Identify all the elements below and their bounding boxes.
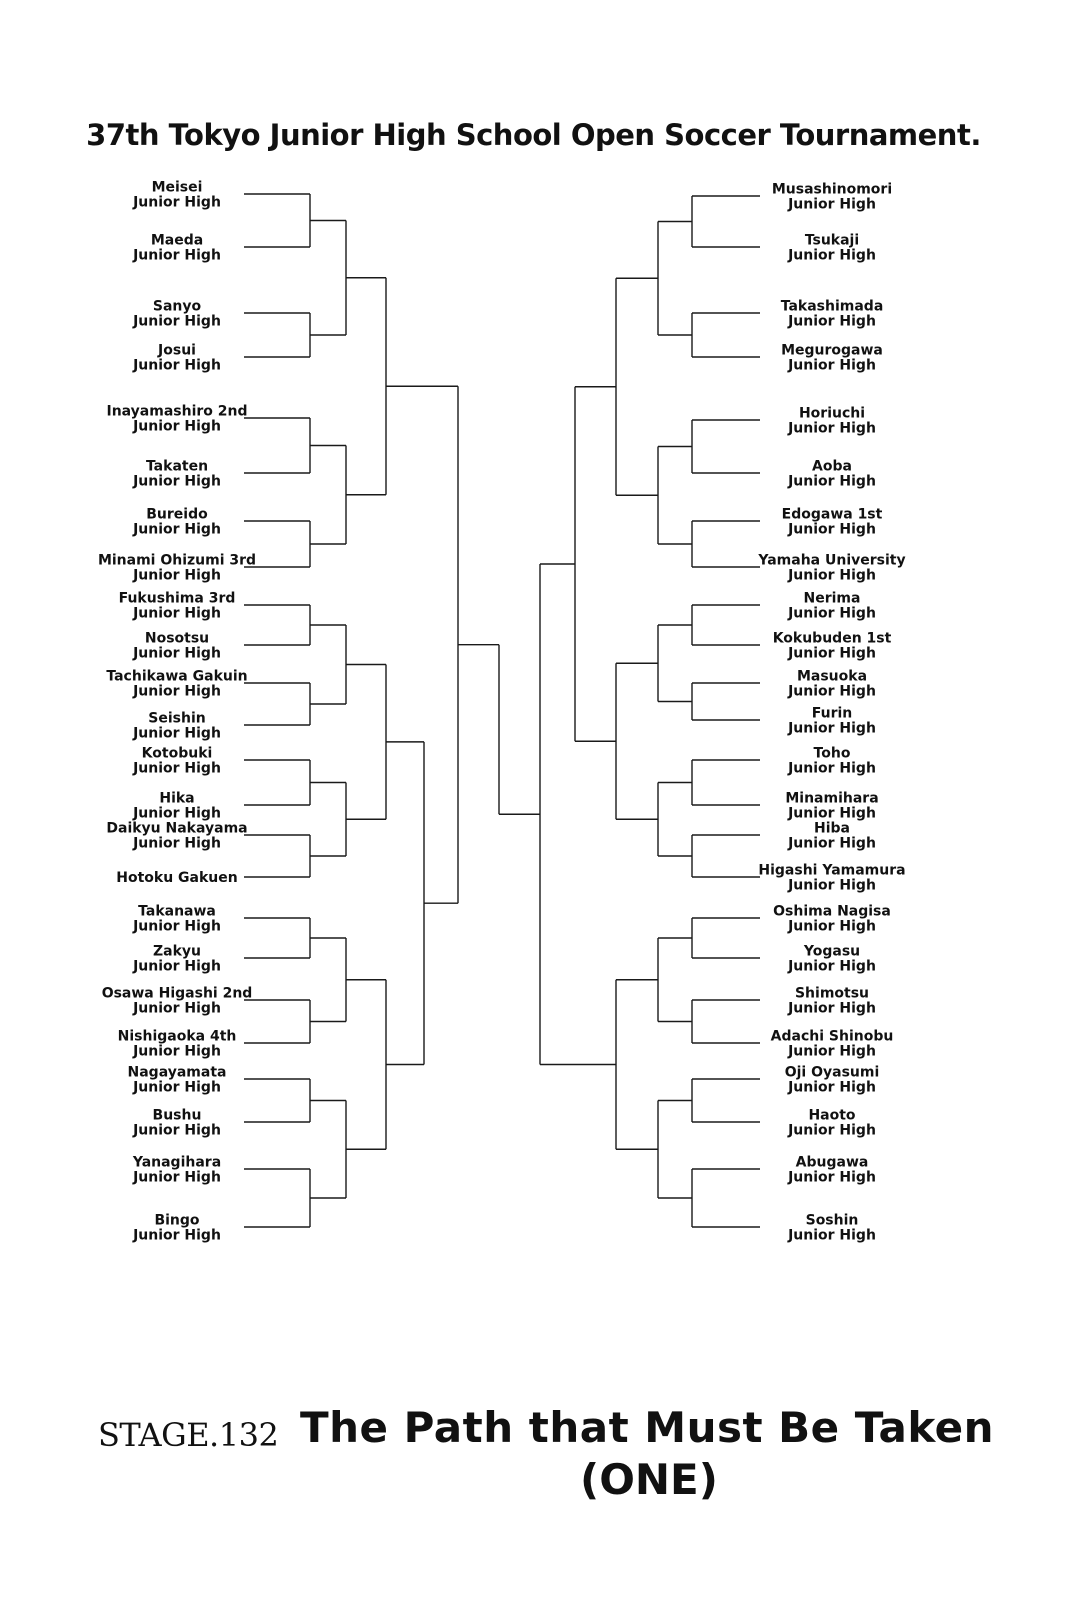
right-team-label-line: Musashinomori <box>771 181 893 198</box>
right-team-label-line: Junior High <box>788 420 876 437</box>
right-team-label-line: Horiuchi <box>798 405 866 422</box>
left-team-label <box>106 821 247 852</box>
left-team-label-line: Nosotsu <box>144 630 210 647</box>
right-team-label-line: Junior High <box>788 1000 876 1017</box>
right-team-label-line: Megurogawa <box>781 342 883 359</box>
right-team-label <box>781 343 883 374</box>
right-team-label-line: Yogasu <box>803 943 861 960</box>
right-team-label <box>787 406 876 437</box>
right-team-label-line: Higashi Yamamura <box>758 862 906 879</box>
right-team-label-line: Oshima Nagisa <box>773 903 891 920</box>
right-team-label-line: Junior High <box>788 196 876 213</box>
left-team-label-line: Hotoku Gakuen <box>116 870 238 886</box>
right-team-label-line: Junior High <box>788 473 876 490</box>
right-team-label <box>787 1155 876 1186</box>
right-team-label-line: Junior High <box>788 918 876 935</box>
left-team-label <box>132 343 221 374</box>
left-team-label-line: Junior High <box>133 1000 221 1017</box>
left-team-label-line: Junior High <box>133 725 221 742</box>
right-team-label <box>787 706 876 737</box>
left-team-label-line: Seishin <box>148 710 206 727</box>
right-team-label-line: Nerima <box>803 590 861 607</box>
left-team-label <box>132 180 221 211</box>
left-team-label <box>132 1213 221 1244</box>
right-team-label-line: Junior High <box>788 805 876 822</box>
left-team-label-line: Fukushima 3rd <box>118 590 236 607</box>
left-team-label-line: Nagayamata <box>127 1064 227 1081</box>
right-team-label <box>787 591 876 622</box>
left-team-label <box>132 711 221 742</box>
left-team-label-line: Osawa Higashi 2nd <box>101 985 253 1002</box>
chapter-heading <box>0 1402 1067 1512</box>
right-team-label <box>787 821 876 852</box>
right-team-label-line: Adachi Shinobu <box>770 1028 894 1045</box>
right-team-label-line: Shimotsu <box>794 985 870 1002</box>
right-team-label-line: Aoba <box>812 458 852 475</box>
left-team-label-line: Junior High <box>133 418 221 435</box>
right-team-label-line: Hiba <box>814 820 850 837</box>
left-team-label <box>106 669 247 700</box>
right-team-label <box>787 669 876 700</box>
left-team-label <box>132 507 221 538</box>
left-team-label <box>116 870 237 886</box>
left-team-label-line: Junior High <box>133 567 221 584</box>
right-team-label-line: Kokubuden 1st <box>772 630 892 647</box>
left-team-label-line: Bushu <box>152 1107 202 1124</box>
left-team-label <box>128 1065 227 1096</box>
right-team-label-line: Takashimada <box>780 298 884 315</box>
left-team-label-line: Junior High <box>133 194 221 211</box>
right-team-label <box>773 631 892 662</box>
left-team-label-line: Junior High <box>133 958 221 975</box>
left-team-label-line: Daikyu Nakayama <box>106 820 248 837</box>
left-team-label-line: Yanagihara <box>132 1154 222 1171</box>
right-team-label <box>773 904 891 935</box>
right-team-label-line: Junior High <box>788 1227 876 1244</box>
left-team-label <box>132 791 221 822</box>
left-team-label <box>132 746 221 777</box>
right-team-label-line: Junior High <box>788 1169 876 1186</box>
left-team-label <box>102 986 253 1017</box>
left-team-label-line: Takanawa <box>138 903 216 920</box>
right-team-label-line: Junior High <box>788 605 876 622</box>
right-team-label <box>785 1065 880 1096</box>
left-team-label-line: Junior High <box>133 473 221 490</box>
left-team-label-line: Junior High <box>133 918 221 935</box>
left-team-label-line: Meisei <box>151 179 203 196</box>
left-team-label <box>132 944 221 975</box>
right-team-label-line: Yamaha University <box>758 552 906 569</box>
left-team-label <box>119 591 236 622</box>
left-team-label-line: Junior High <box>133 1043 221 1060</box>
right-team-label <box>785 791 878 822</box>
right-team-label-line: Junior High <box>788 835 876 852</box>
right-team-label-line: Junior High <box>788 760 876 777</box>
left-team-label-line: Maeda <box>150 232 204 249</box>
left-team-label <box>118 1029 237 1060</box>
left-team-label <box>132 233 221 264</box>
left-team-label-line: Junior High <box>133 1227 221 1244</box>
left-team-label-line: Junior High <box>133 1122 221 1139</box>
left-team-label <box>132 631 221 662</box>
right-team-label <box>782 507 883 538</box>
right-team-label-line: Junior High <box>788 1043 876 1060</box>
right-team-label-line: Junior High <box>788 567 876 584</box>
right-team-label-line: Junior High <box>788 357 876 374</box>
right-team-label-line: Furin <box>811 705 853 722</box>
right-team-label-line: Junior High <box>788 958 876 975</box>
right-team-label-line: Junior High <box>788 877 876 894</box>
right-team-label <box>772 182 892 213</box>
right-team-label-line: Junior High <box>788 1079 876 1096</box>
right-bracket-teams <box>757 182 905 1244</box>
left-team-label <box>106 404 247 435</box>
right-team-label-line: Abugawa <box>795 1154 869 1171</box>
left-team-label-line: Junior High <box>133 805 221 822</box>
chapter-subtitle: (ONE) <box>580 1455 718 1504</box>
chapter-title: The Path that Must Be Taken <box>300 1403 995 1452</box>
right-team-label-line: Haoto <box>808 1107 856 1124</box>
left-team-label-line: Junior High <box>133 247 221 264</box>
left-team-label <box>132 459 221 490</box>
left-team-label-line: Junior High <box>133 521 221 538</box>
left-team-label-line: Junior High <box>133 760 221 777</box>
right-team-label-line: Junior High <box>788 247 876 264</box>
left-team-label-line: Kotobuki <box>141 745 213 762</box>
left-team-label <box>132 904 221 935</box>
right-team-label <box>787 944 876 975</box>
tournament-title: 37th Tokyo Junior High School Open Soccer Tournament. <box>86 118 981 152</box>
left-team-label-line: Junior High <box>133 605 221 622</box>
right-team-label-line: Tsukaji <box>804 232 860 249</box>
stage-number: STAGE.132 <box>98 1416 279 1454</box>
left-team-label-line: Bingo <box>154 1212 200 1229</box>
right-team-label-line: Junior High <box>788 313 876 330</box>
right-team-label <box>787 746 876 777</box>
left-team-label <box>132 299 221 330</box>
left-team-label-line: Junior High <box>133 683 221 700</box>
right-team-label-line: Junior High <box>788 645 876 662</box>
right-team-label <box>758 863 905 894</box>
left-team-label-line: Nishigaoka 4th <box>117 1028 237 1045</box>
left-team-label <box>132 1108 221 1139</box>
left-bracket-teams <box>98 180 256 1244</box>
left-team-label-line: Josui <box>158 342 196 359</box>
left-team-label-line: Junior High <box>133 1079 221 1096</box>
right-team-label-line: Soshin <box>805 1212 859 1229</box>
right-team-label-line: Oji Oyasumi <box>784 1064 880 1081</box>
left-team-label-line: Junior High <box>133 835 221 852</box>
left-team-label-line: Inayamashiro 2nd <box>106 403 248 420</box>
left-team-label <box>132 1155 221 1186</box>
left-team-label-line: Minami Ohizumi 3rd <box>97 552 257 569</box>
right-team-label <box>787 1213 876 1244</box>
left-team-label-line: Junior High <box>133 1169 221 1186</box>
right-team-label <box>781 299 884 330</box>
left-team-label-line: Tachikawa Gakuin <box>106 668 248 685</box>
left-team-label-line: Zakyu <box>152 943 202 960</box>
left-team-label-line: Junior High <box>133 357 221 374</box>
bracket-lines <box>244 194 760 1227</box>
left-team-label-line: Sanyo <box>152 298 202 315</box>
right-team-label-line: Junior High <box>788 1122 876 1139</box>
right-team-label <box>787 459 876 490</box>
left-team-label-line: Junior High <box>133 645 221 662</box>
right-team-label-line: Edogawa 1st <box>781 506 883 523</box>
right-team-label-line: Minamihara <box>785 790 879 807</box>
left-team-label-line: Junior High <box>133 313 221 330</box>
right-team-label <box>757 553 905 584</box>
right-team-label-line: Toho <box>813 745 851 762</box>
right-team-label-line: Junior High <box>788 720 876 737</box>
right-team-label-line: Junior High <box>788 521 876 538</box>
right-team-label <box>787 986 876 1017</box>
right-team-label-line: Masuoka <box>796 668 868 685</box>
left-team-label-line: Takaten <box>145 458 209 475</box>
right-team-label-line: Junior High <box>788 683 876 700</box>
right-team-label <box>787 233 876 264</box>
left-team-label <box>98 553 256 584</box>
right-team-label <box>771 1029 894 1060</box>
right-team-label <box>787 1108 876 1139</box>
left-team-label-line: Hika <box>159 790 195 807</box>
left-team-label-line: Bureido <box>146 506 208 523</box>
